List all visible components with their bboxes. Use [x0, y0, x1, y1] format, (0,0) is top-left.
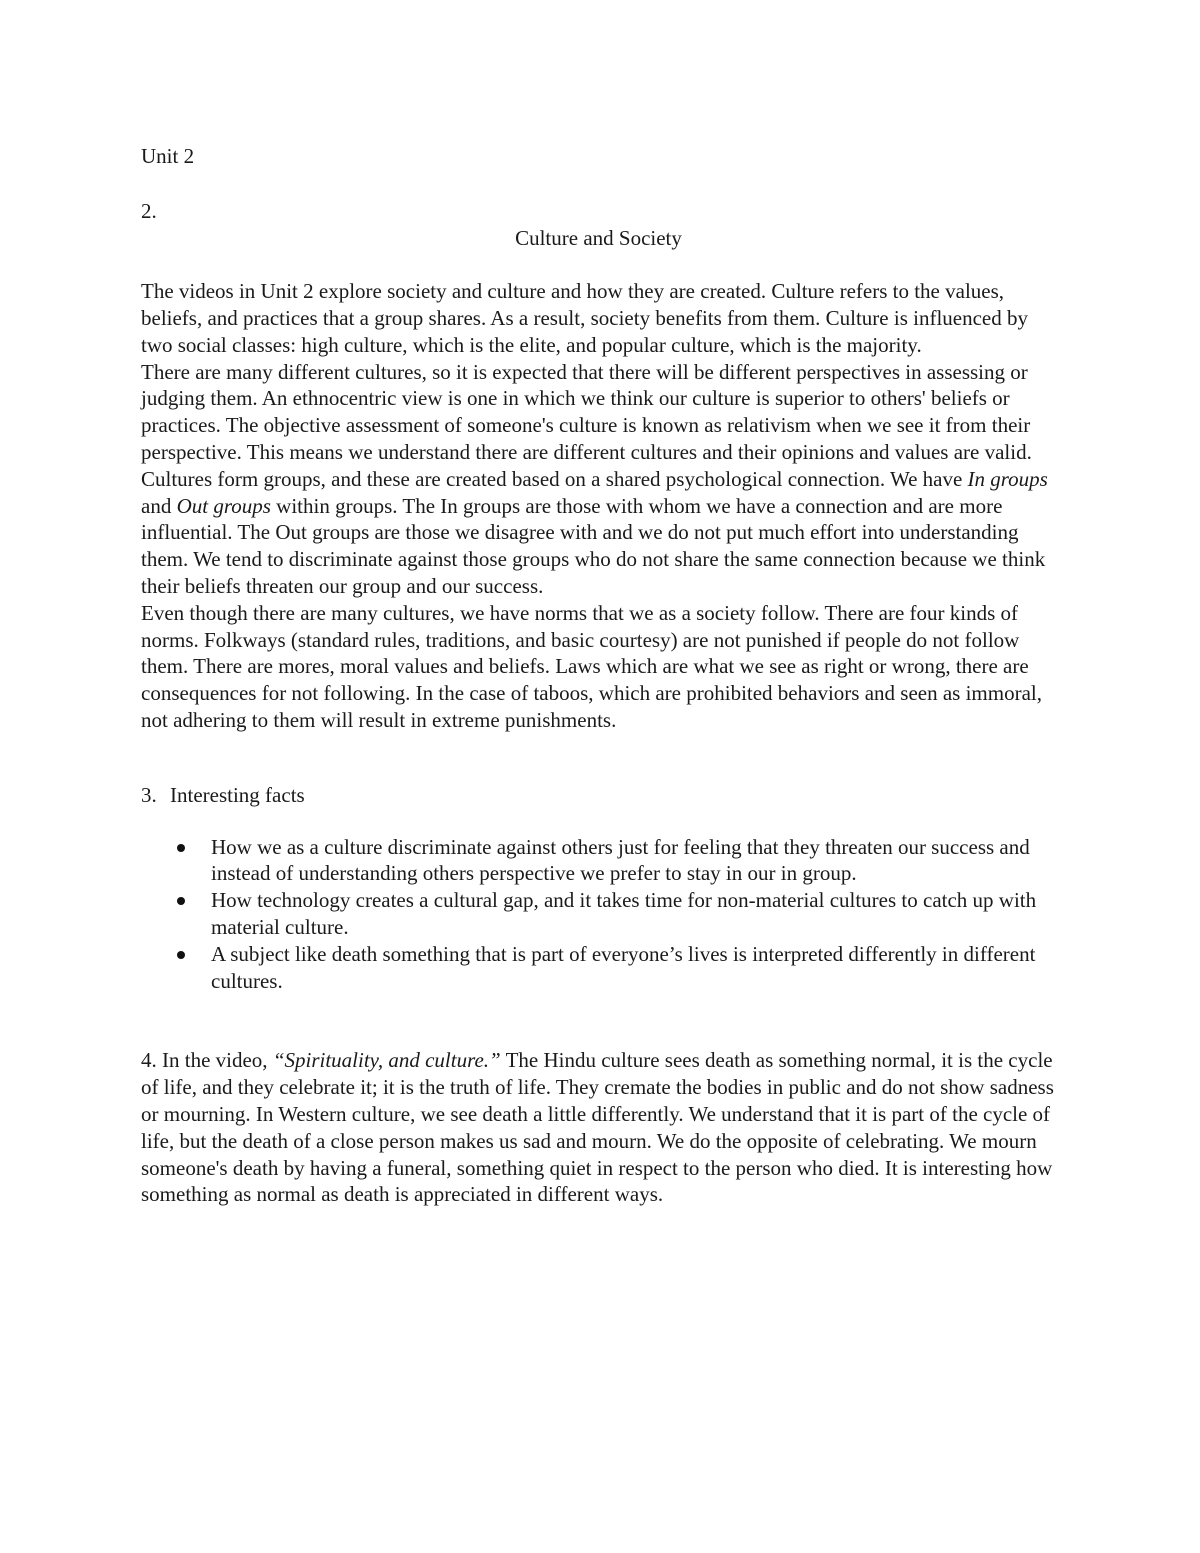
section-4-body: The Hindu culture sees death as something normal, it is the cycle of life, and they celebrate it; it is the truth of life. They cremate the bodies in public and do not show sadness or mourning. In Western culture, we see death a little differently. We understand that it is part of the cycle of life, but the death of a close person makes us sad and mourn. We do the opposite of celebrating. We mourn someone's death by having a funeral, something quiet in respect to the person who died. It is interesting how something as normal as death is appreciated in different ways.: [141, 1048, 1054, 1207]
unit-label: Unit 2: [141, 144, 195, 168]
fact-text: How we as a culture discriminate against others just for feeling that they threaten our success and instead of understanding others perspective we prefer to stay in our in group.: [211, 834, 1030, 886]
paragraph-groups-text-b: and: [141, 493, 177, 518]
paragraph-groups-text-a: Cultures form groups, and these are created based on a shared psychological connection. We have: [141, 466, 968, 491]
bullet-icon: [177, 951, 185, 959]
section-3-number: 3.: [141, 782, 157, 807]
paragraph-section-4: [141, 1047, 1056, 1208]
document-title: Culture and Society: [515, 225, 682, 250]
list-item: [141, 941, 1056, 995]
paragraph-groups: [141, 466, 1056, 600]
bullet-icon: [177, 844, 185, 852]
facts-list: [141, 834, 1056, 995]
section-3-title: Interesting facts: [170, 782, 305, 807]
section-3-heading: [141, 782, 1056, 809]
in-groups-term: In groups: [967, 466, 1048, 491]
paragraph-intro: The videos in Unit 2 explore society and culture and how they are created. Culture refers to the values, beliefs, and practices that a group shares. As a result, society benefits from them. Culture is influenced by two social classes: high culture, which is the elite, and popular culture, which is the majority.: [141, 279, 1028, 357]
spacer: [141, 251, 1056, 278]
fact-text: A subject like death something that is part of everyone’s lives is interpreted differently in different cultures.: [211, 941, 1036, 993]
list-item: [141, 834, 1056, 888]
paragraph-groups-text-c: within groups. The In groups are those with whom we have a connection and are more influential. The Out groups are those we disagree with and we do not put much effort into understanding them. We tend to discriminate against those groups who do not share the same connection because we think their beliefs threaten our group and our success.: [141, 493, 1046, 598]
out-groups-term: Out groups: [176, 493, 271, 518]
fact-text: How technology creates a cultural gap, and it takes time for non-material cultures to catch up with material culture.: [211, 888, 1037, 939]
list-item: [141, 887, 1056, 941]
paragraph-norms: Even though there are many cultures, we have norms that we as a society follow. There are four kinds of norms. Folkways (standard rules, traditions, and basic courtesy) are not punished if people do not follow them. There are mores, moral values and beliefs. Laws which are what we see as right or wrong, there are consequences for not following. In the case of taboos, which are prohibited behaviors and seen as immoral, not adhering to them will result in extreme punishments.: [141, 600, 1042, 732]
section-number: 2.: [141, 198, 157, 223]
section-4-lead: 4. In the video,: [141, 1048, 273, 1073]
document-body: [141, 143, 1056, 1208]
paragraph-perspectives: There are many different cultures, so it is expected that there will be different perspectives in assessing or judging them. An ethnocentric view is one in which we think our culture is superior to others' beliefs or practices. The objective assessment of someone's culture is known as relativism when we see it from their perspective. This means we understand there are different cultures and their opinions and values are valid.: [141, 359, 1032, 464]
video-title: “Spirituality, and culture.”: [272, 1048, 501, 1073]
bullet-icon: [177, 897, 185, 905]
